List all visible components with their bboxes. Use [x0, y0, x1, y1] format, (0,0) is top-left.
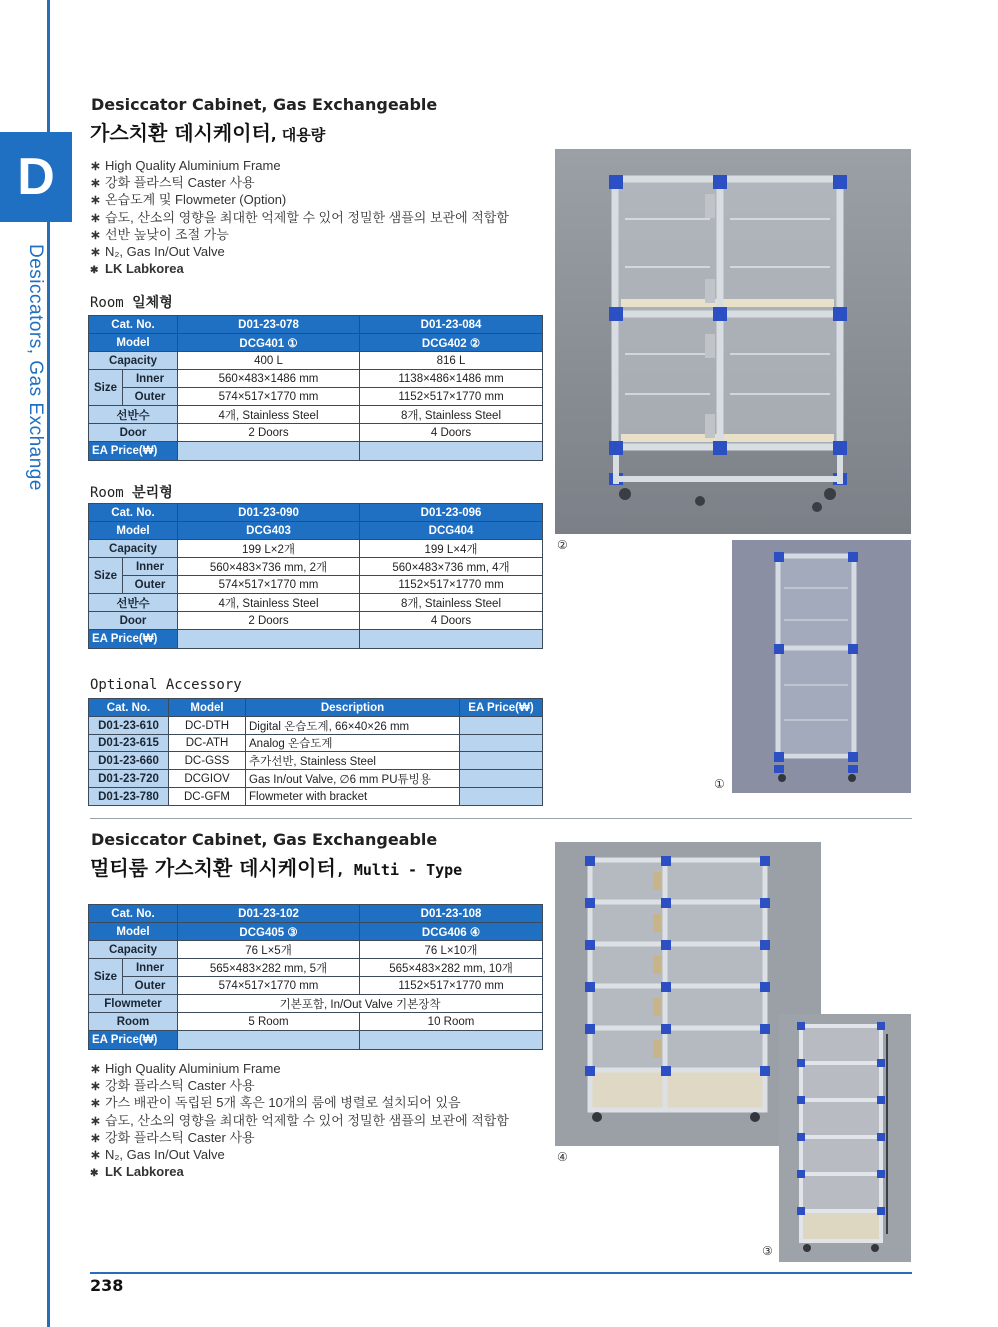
section2-title-ko	[90, 852, 462, 881]
door-value: 4 Doors	[360, 424, 543, 442]
description-value: Digital 온습도계, 66×40×26 mm	[246, 717, 460, 735]
brand-item: ✱ LK Labkorea	[90, 1163, 509, 1180]
model-value: DCG401 ①	[178, 334, 360, 352]
photo-caption-2: ②	[557, 538, 568, 552]
section1-title-en: Desiccator Cabinet, Gas Exchangeable	[91, 95, 438, 114]
photo-caption-3: ③	[762, 1244, 773, 1258]
chapter-side-title: Desiccators, Gas Exchange	[25, 244, 46, 491]
table-row	[89, 977, 543, 995]
door-value: 2 Doors	[178, 612, 360, 630]
cat-value: D01-23-078	[178, 316, 360, 334]
cat-value: D01-23-720	[89, 770, 169, 788]
inner-value: 560×483×736 mm, 4개	[360, 558, 543, 576]
price-label: EA Price(₩)	[89, 1031, 178, 1050]
outer-value: 574×517×1770 mm	[178, 977, 360, 995]
outer-label: Outer	[123, 576, 178, 594]
price-value	[178, 442, 360, 461]
description-value: Gas In/out Valve, ∅6 mm PU튜빙용	[246, 770, 460, 788]
price-value	[360, 1031, 543, 1050]
door-label: Door	[89, 612, 178, 630]
capacity-value: 400 L	[178, 352, 360, 370]
price-header: EA Price(₩)	[460, 699, 543, 717]
table-row	[89, 424, 543, 442]
model-label: Model	[89, 522, 178, 540]
product-photo-dcg405	[779, 1014, 911, 1262]
shelves-label: 선반수	[89, 406, 178, 424]
price-label: EA Price(₩)	[89, 442, 178, 461]
model-value: DC-ATH	[169, 735, 246, 752]
product-photo-dcg402	[555, 149, 911, 534]
table-row	[89, 735, 543, 752]
cat-label: Cat. No.	[89, 316, 178, 334]
outer-label: Outer	[123, 977, 178, 995]
outer-value: 574×517×1770 mm	[178, 388, 360, 406]
feature-item: ∗ 선반 높낮이 조절 가능	[90, 226, 509, 243]
cabinet-illustration	[732, 540, 911, 793]
cat-value: D01-23-610	[89, 717, 169, 735]
feature-item: ∗ 가스 배관이 독립된 5개 혹은 10개의 룸에 병렬로 설치되어 있음	[90, 1094, 509, 1111]
capacity-value: 199 L×2개	[178, 540, 360, 558]
table-row	[89, 540, 543, 558]
page-number: 238	[90, 1276, 124, 1295]
door-value: 2 Doors	[178, 424, 360, 442]
table-row	[89, 1031, 543, 1050]
flowmeter-value: 기본포함, In/Out Valve 기본장착	[178, 995, 543, 1013]
brand-item: ✱ LK Labkorea	[90, 260, 509, 277]
table-row	[89, 941, 543, 959]
description-value: Flowmeter with bracket	[246, 788, 460, 806]
cabinet-illustration	[779, 1014, 911, 1262]
feature-item: ∗ 강화 플라스틱 Caster 사용	[90, 174, 509, 191]
inner-label: Inner	[123, 370, 178, 388]
feature-item: ∗ High Quality Aluminium Frame	[90, 157, 509, 174]
cat-value: D01-23-096	[360, 504, 543, 522]
inner-value: 560×483×1486 mm	[178, 370, 360, 388]
section-divider	[90, 818, 912, 819]
table-row	[89, 959, 543, 977]
chapter-tab: D	[0, 132, 72, 222]
section2-features	[90, 1060, 509, 1180]
outer-value: 574×517×1770 mm	[178, 576, 360, 594]
room1-heading	[90, 292, 173, 312]
model-value: DCG406 ④	[360, 923, 543, 941]
section1-title-suffix: , 대용량	[270, 126, 326, 144]
model-value: DCGIOV	[169, 770, 246, 788]
multi-spec-table	[88, 904, 543, 1050]
capacity-label: Capacity	[89, 941, 178, 959]
inner-value: 1138×486×1486 mm	[360, 370, 543, 388]
shelves-value: 8개, Stainless Steel	[360, 406, 543, 424]
shelves-value: 4개, Stainless Steel	[178, 406, 360, 424]
cat-label: Cat. No.	[89, 905, 178, 923]
product-photo-dcg401	[732, 540, 911, 793]
cat-header: Cat. No.	[89, 699, 169, 717]
model-value: DC-GSS	[169, 752, 246, 770]
table-row	[89, 612, 543, 630]
table-row	[89, 558, 543, 576]
price-value	[460, 735, 543, 752]
room2-heading-prefix: Room	[90, 485, 133, 501]
inner-value: 560×483×736 mm, 2개	[178, 558, 360, 576]
capacity-value: 76 L×5개	[178, 941, 360, 959]
feature-item: ∗ 습도, 산소의 영향을 최대한 억제할 수 있어 정밀한 샘플의 보관에 적합함	[90, 1112, 509, 1129]
section1-features	[90, 157, 509, 277]
outer-value: 1152×517×1770 mm	[360, 576, 543, 594]
cat-value: D01-23-102	[178, 905, 360, 923]
inner-value: 565×483×282 mm, 5개	[178, 959, 360, 977]
capacity-value: 816 L	[360, 352, 543, 370]
model-value: DCG403	[178, 522, 360, 540]
cat-value: D01-23-108	[360, 905, 543, 923]
room2-heading	[90, 482, 173, 502]
table-row	[89, 1013, 543, 1031]
feature-item: ∗ 습도, 산소의 영향을 최대한 억제할 수 있어 정밀한 샘플의 보관에 적합함	[90, 209, 509, 226]
room1-spec-table	[88, 315, 543, 461]
door-value: 4 Doors	[360, 612, 543, 630]
section2-title-suffix: , Multi - Type	[335, 861, 463, 879]
accessory-heading: Optional Accessory	[90, 677, 242, 693]
table-row	[89, 788, 543, 806]
room-label: Room	[89, 1013, 178, 1031]
price-label: EA Price(₩)	[89, 630, 178, 649]
inner-label: Inner	[123, 558, 178, 576]
table-row	[89, 905, 543, 923]
feature-item: ∗ N₂, Gas In/Out Valve	[90, 1146, 509, 1163]
table-row	[89, 370, 543, 388]
feature-item: ∗ High Quality Aluminium Frame	[90, 1060, 509, 1077]
section1-title-ko-main: 가스치환 데시케이터	[90, 121, 271, 145]
model-value: DC-GFM	[169, 788, 246, 806]
shelves-value: 4개, Stainless Steel	[178, 594, 360, 612]
section2-title-ko-main: 멀티룸 가스치환 데시케이터	[90, 856, 336, 880]
table-row	[89, 717, 543, 735]
accessory-table	[88, 698, 543, 806]
table-row	[89, 316, 543, 334]
footer-rule	[90, 1272, 912, 1274]
photo-caption-4: ④	[557, 1150, 568, 1164]
table-row	[89, 630, 543, 649]
table-row	[89, 334, 543, 352]
capacity-value: 76 L×10개	[360, 941, 543, 959]
capacity-value: 199 L×4개	[360, 540, 543, 558]
price-value	[178, 630, 360, 649]
shelves-value: 8개, Stainless Steel	[360, 594, 543, 612]
inner-label: Inner	[123, 959, 178, 977]
outer-value: 1152×517×1770 mm	[360, 977, 543, 995]
room2-heading-ko: 분리형	[132, 485, 173, 501]
price-value	[178, 1031, 360, 1050]
table-row	[89, 442, 543, 461]
model-value: DC-DTH	[169, 717, 246, 735]
cat-value: D01-23-090	[178, 504, 360, 522]
description-value: Analog 온습도계	[246, 735, 460, 752]
table-row	[89, 576, 543, 594]
model-label: Model	[89, 334, 178, 352]
size-label: Size	[89, 959, 123, 995]
table-row	[89, 406, 543, 424]
inner-value: 565×483×282 mm, 10개	[360, 959, 543, 977]
feature-item: ∗ 강화 플라스틱 Caster 사용	[90, 1129, 509, 1146]
outer-value: 1152×517×1770 mm	[360, 388, 543, 406]
table-row	[89, 995, 543, 1013]
price-value	[360, 630, 543, 649]
model-value: DCG405 ③	[178, 923, 360, 941]
capacity-label: Capacity	[89, 540, 178, 558]
room-value: 5 Room	[178, 1013, 360, 1031]
room1-heading-prefix: Room	[90, 295, 133, 311]
price-value	[460, 788, 543, 806]
cat-value: D01-23-084	[360, 316, 543, 334]
table-row	[89, 522, 543, 540]
price-value	[460, 717, 543, 735]
table-row	[89, 752, 543, 770]
shelves-label: 선반수	[89, 594, 178, 612]
table-row	[89, 923, 543, 941]
room-value: 10 Room	[360, 1013, 543, 1031]
photo-caption-1: ①	[714, 777, 725, 791]
cabinet-illustration	[555, 149, 911, 534]
model-value: DCG402 ②	[360, 334, 543, 352]
cat-label: Cat. No.	[89, 504, 178, 522]
section2-title-en: Desiccator Cabinet, Gas Exchangeable	[91, 830, 438, 849]
capacity-label: Capacity	[89, 352, 178, 370]
size-label: Size	[89, 558, 123, 594]
price-value	[360, 442, 543, 461]
table-row	[89, 594, 543, 612]
section1-title-ko	[90, 117, 325, 146]
feature-item: ∗ 온습도계 및 Flowmeter (Option)	[90, 191, 509, 208]
table-row	[89, 770, 543, 788]
price-value	[460, 752, 543, 770]
size-label: Size	[89, 370, 123, 406]
outer-label: Outer	[123, 388, 178, 406]
table-row	[89, 699, 543, 717]
room1-heading-ko: 일체형	[132, 295, 173, 311]
description-value: 추가선반, Stainless Steel	[246, 752, 460, 770]
room2-spec-table	[88, 503, 543, 649]
table-row	[89, 352, 543, 370]
table-row	[89, 504, 543, 522]
description-header: Description	[246, 699, 460, 717]
door-label: Door	[89, 424, 178, 442]
cat-value: D01-23-780	[89, 788, 169, 806]
feature-item: ∗ N₂, Gas In/Out Valve	[90, 243, 509, 260]
cat-value: D01-23-660	[89, 752, 169, 770]
flowmeter-label: Flowmeter	[89, 995, 178, 1013]
cat-value: D01-23-615	[89, 735, 169, 752]
table-row	[89, 388, 543, 406]
model-label: Model	[89, 923, 178, 941]
price-value	[460, 770, 543, 788]
model-header: Model	[169, 699, 246, 717]
model-value: DCG404	[360, 522, 543, 540]
feature-item: ∗ 강화 플라스틱 Caster 사용	[90, 1077, 509, 1094]
